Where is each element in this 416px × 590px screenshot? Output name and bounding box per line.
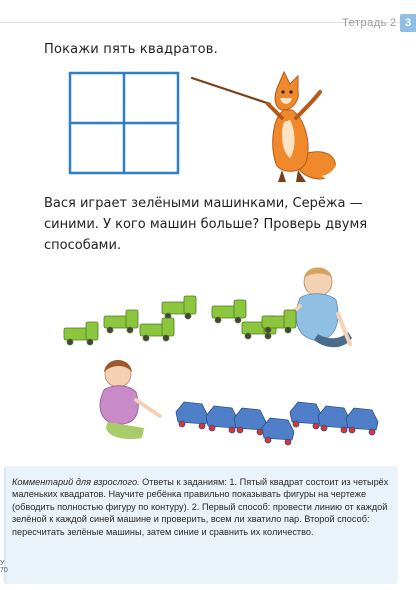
adult-comment — [12, 476, 392, 538]
blue-cars — [176, 402, 378, 445]
page-header — [342, 14, 416, 32]
task-2-text: Вася играет зелёными машинками, Серёжа — синими. У кого машин больше? Проверь двумя способами. — [44, 196, 368, 253]
squares-figure — [68, 71, 180, 175]
boy-vasya-illustration — [284, 268, 352, 348]
comment-label: Комментарий для взрослого. — [12, 477, 140, 487]
page-number: 3 — [400, 14, 416, 32]
side-mark: У 70 — [0, 560, 8, 574]
comment-text: Ответы к заданиям: 1. Пятый квадрат состоит из четырёх маленьких квадратов. Научите ребёнка правильно показывать фигуры на чертеже (обводить полностью фигуру по контуру). 2. Первый способ: провести линию от каждой зелёной к каждой синей машине и проверить, всем ли хватило пар. Второй способ: пересчитать зелёные машины, затем синие и сравнить их количество. — [12, 477, 389, 537]
notebook-number: 2 — [389, 17, 396, 29]
green-cars — [64, 296, 296, 345]
fox-with-pointer-illustration — [186, 66, 346, 186]
task-1-text: Покажи пять квадратов. — [44, 42, 218, 57]
notebook-label: Тетрадь — [342, 17, 387, 29]
cars-illustration — [56, 258, 386, 454]
boy-seryozha-illustration — [100, 360, 160, 439]
